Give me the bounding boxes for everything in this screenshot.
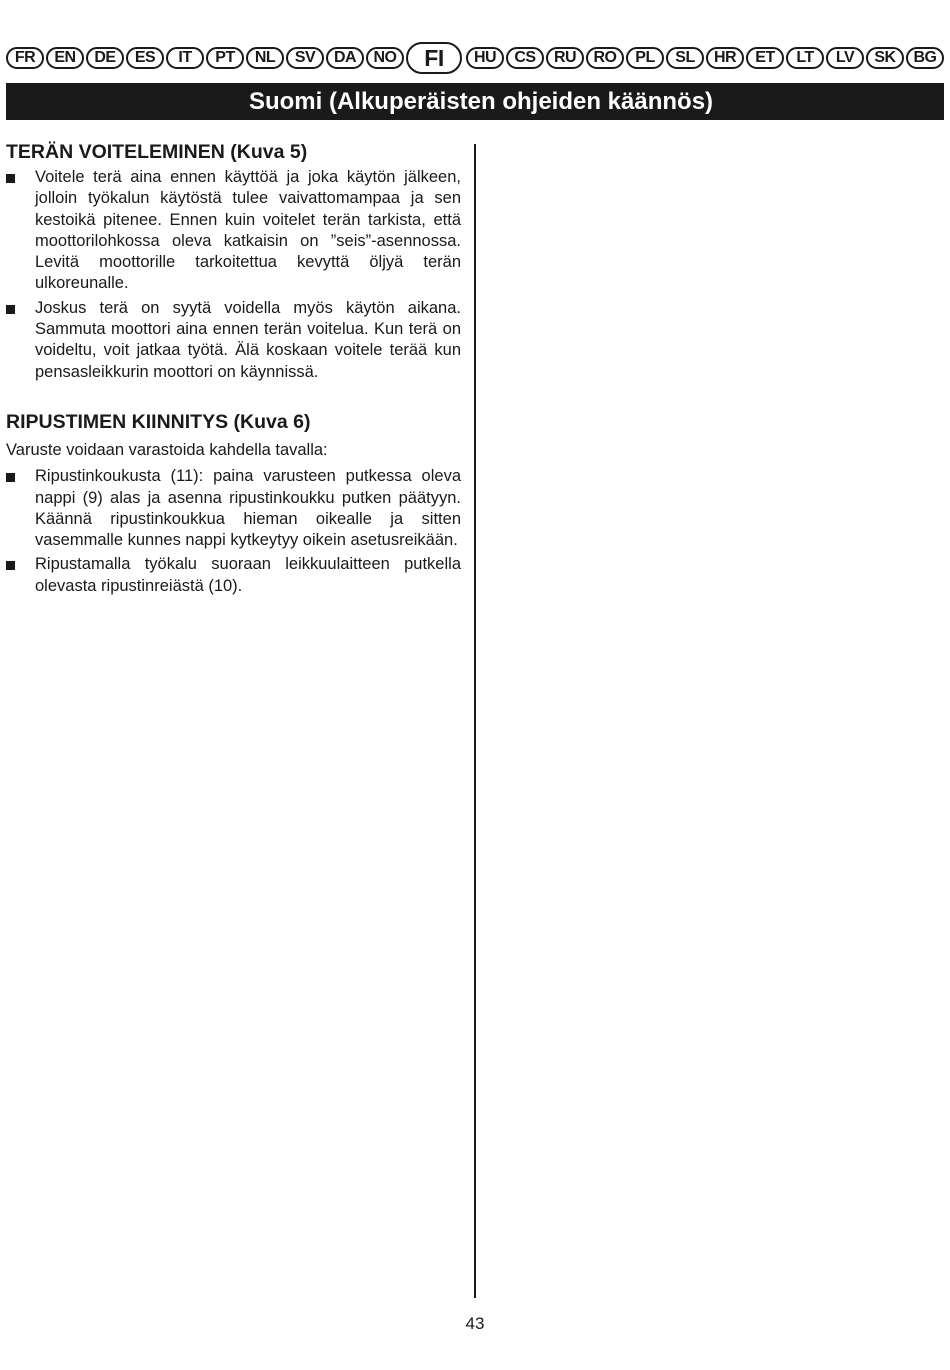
list-item	[6, 298, 461, 383]
language-tab-ru[interactable]: RU	[546, 47, 584, 69]
hanger-mounting-list	[6, 466, 461, 597]
bullet-square-icon	[6, 473, 15, 482]
language-tab-de[interactable]: DE	[86, 47, 124, 69]
language-tab-pt[interactable]: PT	[206, 47, 244, 69]
language-tab-sl[interactable]: SL	[666, 47, 704, 69]
page-title: Suomi (Alkuperäisten ohjeiden käännös)	[248, 88, 714, 115]
language-tab-nl[interactable]: NL	[246, 47, 284, 69]
language-tab-en[interactable]: EN	[46, 47, 84, 69]
language-tab-cs[interactable]: CS	[506, 47, 544, 69]
list-item	[6, 167, 461, 295]
language-tab-sk[interactable]: SK	[866, 47, 904, 69]
language-tab-pl[interactable]: PL	[626, 47, 664, 69]
language-tab-et[interactable]: ET	[746, 47, 784, 69]
language-tab-lt[interactable]: LT	[786, 47, 824, 69]
title-bar	[6, 83, 944, 120]
list-item-text: Voitele terä aina ennen käyttöä ja joka käytön jälkeen, jolloin työkalun käytöstä tulee vaivattomampaa ja sen kestoikä pitenee. Ennen kuin voitelet terän tarkista, että moottorilohkossa oleva katkaisin on ”seis”-asennossa. Levitä moottorille tarkoitettua kevyttä öljyä terän ulkoreunalle.	[35, 168, 461, 293]
list-item	[6, 466, 461, 551]
language-tab-sv[interactable]: SV	[286, 47, 324, 69]
section-heading-blade-lubrication: TERÄN VOITELEMINEN (Kuva 5)	[6, 141, 308, 163]
bullet-square-icon	[6, 561, 15, 570]
list-item-text: Joskus terä on syytä voidella myös käytön aikana. Sammuta moottori aina ennen terän voitelua. Kun terä on voideltu, voit jatkaa työtä. Älä koskaan voitele terää kun pensasleikkurin moottori on käynnissä.	[35, 298, 461, 381]
language-tab-it[interactable]: IT	[166, 47, 204, 69]
language-tab-hu[interactable]: HU	[466, 47, 504, 69]
list-item-text: Ripustamalla työkalu suoraan leikkuulaitteen putkella olevasta ripustinreiästä (10).	[35, 555, 461, 595]
language-tab-no[interactable]: NO	[366, 47, 404, 69]
language-tab-lv[interactable]: LV	[826, 47, 864, 69]
language-tab-fi[interactable]: FI	[406, 42, 462, 74]
language-tab-da[interactable]: DA	[326, 47, 364, 69]
language-tab-es[interactable]: ES	[126, 47, 164, 69]
blade-lubrication-list	[6, 167, 461, 383]
language-tab-fr[interactable]: FR	[6, 47, 44, 69]
page-number: 43	[465, 1314, 485, 1333]
bullet-square-icon	[6, 174, 15, 183]
list-item	[6, 554, 461, 597]
language-selector	[6, 42, 944, 74]
section-intro: Varuste voidaan varastoida kahdella tavalla:	[6, 440, 328, 459]
language-tab-hr[interactable]: HR	[706, 47, 744, 69]
bullet-square-icon	[6, 305, 15, 314]
language-tab-ro[interactable]: RO	[586, 47, 624, 69]
language-tab-bg[interactable]: BG	[906, 47, 944, 69]
list-item-text: Ripustinkoukusta (11): paina varusteen putkessa oleva nappi (9) alas ja asenna ripustinkoukku putken päätyyn. Käännä ripustinkoukkua hieman oikealle ja sitten vasemmalle kunnes nappi kytkeytyy oikein asetusreikään.	[35, 467, 461, 550]
column-divider	[474, 144, 476, 1298]
section-heading-hanger-mounting: RIPUSTIMEN KIINNITYS (Kuva 6)	[6, 410, 311, 433]
left-column	[6, 140, 461, 600]
